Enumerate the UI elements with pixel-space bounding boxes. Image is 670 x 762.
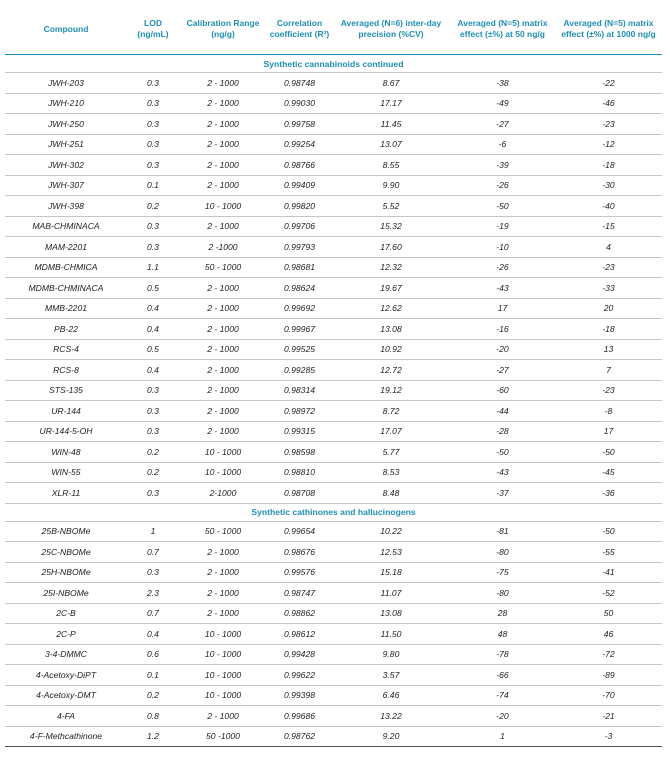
calibration-range-cell: 10 - 1000 [179,644,267,665]
precision-cell: 5.77 [332,442,450,463]
precision-cell: 11.07 [332,583,450,604]
calibration-range-cell: 2 - 1000 [179,278,267,299]
table-row [5,401,662,422]
precision-cell: 12.62 [332,298,450,319]
lod-cell: 0.2 [127,462,179,483]
table-row [5,114,662,135]
correlation-cell: 0.98972 [267,401,332,422]
calibration-range-cell: 2 - 1000 [179,175,267,196]
section-title: Synthetic cannabinoids continued [5,55,662,73]
matrix-effect-1000-cell: 20 [555,298,662,319]
precision-cell: 8.48 [332,483,450,504]
lod-cell: 0.4 [127,319,179,340]
matrix-effect-1000-cell: 17 [555,421,662,442]
calibration-range-cell: 2 - 1000 [179,216,267,237]
matrix-effect-1000-cell: 50 [555,603,662,624]
precision-cell: 13.07 [332,134,450,155]
correlation-cell: 0.99793 [267,237,332,258]
calibration-range-cell: 2 - 1000 [179,360,267,381]
correlation-cell: 0.98862 [267,603,332,624]
results-table [5,7,662,747]
table-row [5,562,662,583]
precision-cell: 10.92 [332,339,450,360]
matrix-effect-50-cell: -81 [450,521,555,542]
precision-cell: 17.60 [332,237,450,258]
matrix-effect-50-cell: -80 [450,583,555,604]
matrix-effect-1000-cell: 46 [555,624,662,645]
correlation-cell: 0.99820 [267,196,332,217]
matrix-effect-50-cell: -44 [450,401,555,422]
calibration-range-cell: 2 - 1000 [179,401,267,422]
matrix-effect-1000-cell: 13 [555,339,662,360]
compound-cell: MMB-2201 [5,298,127,319]
correlation-cell: 0.98681 [267,257,332,278]
matrix-effect-1000-cell: -18 [555,319,662,340]
table-row [5,726,662,747]
matrix-effect-50-cell: -20 [450,706,555,727]
calibration-range-cell: 2 - 1000 [179,114,267,135]
matrix-effect-1000-cell: -30 [555,175,662,196]
calibration-range-cell: 2 - 1000 [179,319,267,340]
compound-cell: JWH-210 [5,93,127,114]
lod-cell: 0.3 [127,216,179,237]
correlation-cell: 0.99686 [267,706,332,727]
table-row [5,155,662,176]
calibration-range-cell: 2 - 1000 [179,73,267,94]
compound-cell: JWH-251 [5,134,127,155]
matrix-effect-50-cell: -43 [450,462,555,483]
correlation-cell: 0.99967 [267,319,332,340]
compound-cell: JWH-307 [5,175,127,196]
lod-cell: 0.3 [127,401,179,422]
calibration-range-cell: 2 -1000 [179,237,267,258]
precision-cell: 9.20 [332,726,450,747]
correlation-cell: 0.98766 [267,155,332,176]
calibration-range-cell: 10 - 1000 [179,665,267,686]
lod-cell: 0.6 [127,644,179,665]
table-row [5,73,662,94]
compound-cell: STS-135 [5,380,127,401]
matrix-effect-1000-cell: -33 [555,278,662,299]
table-row [5,603,662,624]
lod-cell: 2.3 [127,583,179,604]
correlation-cell: 0.98624 [267,278,332,299]
compound-cell: PB-22 [5,319,127,340]
calibration-range-cell: 2 - 1000 [179,542,267,563]
correlation-cell: 0.98810 [267,462,332,483]
table-row [5,521,662,542]
calibration-range-cell: 2 - 1000 [179,298,267,319]
matrix-effect-1000-cell: -72 [555,644,662,665]
table-row [5,216,662,237]
compound-cell: WIN-55 [5,462,127,483]
correlation-cell: 0.99576 [267,562,332,583]
precision-cell: 12.72 [332,360,450,381]
matrix-effect-50-cell: -74 [450,685,555,706]
matrix-effect-1000-cell: -36 [555,483,662,504]
compound-cell: 25H-NBOMe [5,562,127,583]
compound-cell: JWH-398 [5,196,127,217]
matrix-effect-50-cell: -28 [450,421,555,442]
compound-cell: XLR-11 [5,483,127,504]
calibration-range-cell: 2 - 1000 [179,380,267,401]
section-row [5,55,662,73]
compound-cell: UR-144-5-OH [5,421,127,442]
lod-cell: 0.3 [127,73,179,94]
correlation-cell: 0.99428 [267,644,332,665]
calibration-range-cell: 2 - 1000 [179,583,267,604]
lod-cell: 1 [127,521,179,542]
correlation-cell: 0.98747 [267,583,332,604]
matrix-effect-50-cell: -37 [450,483,555,504]
precision-cell: 9.90 [332,175,450,196]
lod-cell: 0.4 [127,624,179,645]
matrix-effect-50-cell: 28 [450,603,555,624]
calibration-range-cell: 2 - 1000 [179,421,267,442]
table-header [5,7,662,55]
matrix-effect-1000-cell: 7 [555,360,662,381]
precision-cell: 8.53 [332,462,450,483]
table-row [5,339,662,360]
header-row [5,7,662,55]
table-row [5,93,662,114]
matrix-effect-1000-cell: -22 [555,73,662,94]
precision-cell: 17.17 [332,93,450,114]
matrix-effect-50-cell: -20 [450,339,555,360]
matrix-effect-1000-cell: -50 [555,521,662,542]
correlation-cell: 0.98314 [267,380,332,401]
section-row [5,503,662,521]
compound-cell: 2C-P [5,624,127,645]
calibration-range-cell: 10 - 1000 [179,442,267,463]
precision-cell: 12.32 [332,257,450,278]
compound-cell: MDMB-CHMINACA [5,278,127,299]
matrix-effect-50-cell: -43 [450,278,555,299]
matrix-effect-1000-cell: 4 [555,237,662,258]
correlation-cell: 0.98612 [267,624,332,645]
matrix-effect-1000-cell: -70 [555,685,662,706]
matrix-effect-1000-cell: -55 [555,542,662,563]
matrix-effect-1000-cell: -46 [555,93,662,114]
table-row [5,196,662,217]
correlation-cell: 0.99622 [267,665,332,686]
header-matrix-effect-50: Averaged (N=5) matrix effect (±%) at 50 ng/g [457,18,548,39]
matrix-effect-50-cell: -10 [450,237,555,258]
matrix-effect-50-cell: -60 [450,380,555,401]
precision-cell: 9.80 [332,644,450,665]
lod-cell: 0.2 [127,685,179,706]
lod-cell: 0.3 [127,134,179,155]
precision-cell: 6.46 [332,685,450,706]
compound-cell: JWH-302 [5,155,127,176]
header-lod: LOD (ng/mL) [137,18,169,39]
correlation-cell: 0.99409 [267,175,332,196]
compound-cell: 25I-NBOMe [5,583,127,604]
matrix-effect-1000-cell: -23 [555,114,662,135]
calibration-range-cell: 2 - 1000 [179,339,267,360]
precision-cell: 8.72 [332,401,450,422]
matrix-effect-50-cell: -27 [450,114,555,135]
compound-cell: MAM-2201 [5,237,127,258]
correlation-cell: 0.99254 [267,134,332,155]
correlation-cell: 0.99030 [267,93,332,114]
table-body [5,55,662,747]
precision-cell: 8.55 [332,155,450,176]
precision-cell: 13.22 [332,706,450,727]
lod-cell: 0.4 [127,360,179,381]
table-row [5,298,662,319]
matrix-effect-50-cell: -6 [450,134,555,155]
compound-cell: WIN-48 [5,442,127,463]
table-row [5,360,662,381]
precision-cell: 12.53 [332,542,450,563]
compound-cell: JWH-203 [5,73,127,94]
matrix-effect-1000-cell: -40 [555,196,662,217]
table-row [5,685,662,706]
compound-cell: RCS-4 [5,339,127,360]
matrix-effect-50-cell: -27 [450,360,555,381]
matrix-effect-1000-cell: -23 [555,257,662,278]
lod-cell: 0.4 [127,298,179,319]
header-inter-day-precision: Averaged (N=6) inter-day precision (%CV) [340,18,442,39]
compound-cell: 25C-NBOMe [5,542,127,563]
header-correlation-coefficient: Correlation coefficient (R²) [269,18,330,39]
precision-cell: 19.67 [332,278,450,299]
table-row [5,665,662,686]
table-row [5,421,662,442]
correlation-cell: 0.99398 [267,685,332,706]
section-title: Synthetic cathinones and hallucinogens [5,503,662,521]
table-row [5,257,662,278]
calibration-range-cell: 2 - 1000 [179,134,267,155]
header-matrix-effect-1000: Averaged (N=5) matrix effect (±%) at 1000 ng/g [561,18,656,39]
matrix-effect-50-cell: -49 [450,93,555,114]
correlation-cell: 0.98598 [267,442,332,463]
matrix-effect-50-cell: -38 [450,73,555,94]
compound-cell: JWH-250 [5,114,127,135]
calibration-range-cell: 2 - 1000 [179,603,267,624]
correlation-cell: 0.99525 [267,339,332,360]
matrix-effect-50-cell: -26 [450,175,555,196]
matrix-effect-50-cell: -39 [450,155,555,176]
lod-cell: 0.3 [127,155,179,176]
matrix-effect-50-cell: 1 [450,726,555,747]
precision-cell: 17.07 [332,421,450,442]
compound-cell: 2C-B [5,603,127,624]
matrix-effect-50-cell: -50 [450,442,555,463]
calibration-range-cell: 10 - 1000 [179,196,267,217]
calibration-range-cell: 2 - 1000 [179,706,267,727]
correlation-cell: 0.98748 [267,73,332,94]
matrix-effect-1000-cell: -50 [555,442,662,463]
correlation-cell: 0.98708 [267,483,332,504]
correlation-cell: 0.99692 [267,298,332,319]
matrix-effect-50-cell: -80 [450,542,555,563]
table-row [5,237,662,258]
matrix-effect-1000-cell: -3 [555,726,662,747]
table-row [5,319,662,340]
precision-cell: 5.52 [332,196,450,217]
calibration-range-cell: 50 -1000 [179,726,267,747]
compound-cell: RCS-8 [5,360,127,381]
table-row [5,442,662,463]
table-row [5,624,662,645]
matrix-effect-50-cell: -19 [450,216,555,237]
table-row [5,706,662,727]
matrix-effect-50-cell: 17 [450,298,555,319]
table-row [5,278,662,299]
correlation-cell: 0.99758 [267,114,332,135]
compound-cell: 4-FA [5,706,127,727]
matrix-effect-50-cell: -16 [450,319,555,340]
calibration-range-cell: 2-1000 [179,483,267,504]
calibration-range-cell: 2 - 1000 [179,155,267,176]
compound-cell: 25B-NBOMe [5,521,127,542]
matrix-effect-1000-cell: -45 [555,462,662,483]
lod-cell: 0.3 [127,380,179,401]
table-row [5,380,662,401]
matrix-effect-50-cell: -78 [450,644,555,665]
calibration-range-cell: 50 - 1000 [179,521,267,542]
lod-cell: 0.7 [127,542,179,563]
matrix-effect-1000-cell: -8 [555,401,662,422]
lod-cell: 1.1 [127,257,179,278]
compound-cell: UR-144 [5,401,127,422]
lod-cell: 0.3 [127,237,179,258]
header-calibration-range: Calibration Range (ng/g) [186,18,260,39]
calibration-range-cell: 10 - 1000 [179,462,267,483]
calibration-range-cell: 2 - 1000 [179,93,267,114]
table-row [5,483,662,504]
correlation-cell: 0.99285 [267,360,332,381]
compound-cell: 4-Acetoxy-DMT [5,685,127,706]
lod-cell: 0.3 [127,562,179,583]
precision-cell: 11.45 [332,114,450,135]
matrix-effect-1000-cell: -89 [555,665,662,686]
lod-cell: 0.1 [127,175,179,196]
lod-cell: 0.3 [127,421,179,442]
table-row [5,462,662,483]
calibration-range-cell: 50 - 1000 [179,257,267,278]
calibration-range-cell: 10 - 1000 [179,624,267,645]
matrix-effect-50-cell: -50 [450,196,555,217]
matrix-effect-1000-cell: -15 [555,216,662,237]
lod-cell: 0.1 [127,665,179,686]
precision-cell: 13.08 [332,319,450,340]
correlation-cell: 0.99315 [267,421,332,442]
lod-cell: 0.7 [127,603,179,624]
precision-cell: 8.67 [332,73,450,94]
matrix-effect-1000-cell: -12 [555,134,662,155]
compound-cell: MDMB-CHMICA [5,257,127,278]
header-compound: Compound [43,23,89,34]
table-row [5,583,662,604]
lod-cell: 1.2 [127,726,179,747]
lod-cell: 0.8 [127,706,179,727]
lod-cell: 0.5 [127,278,179,299]
correlation-cell: 0.99654 [267,521,332,542]
table-row [5,175,662,196]
matrix-effect-1000-cell: -23 [555,380,662,401]
compound-cell: MAB-CHMINACA [5,216,127,237]
matrix-effect-1000-cell: -21 [555,706,662,727]
matrix-effect-1000-cell: -52 [555,583,662,604]
precision-cell: 15.32 [332,216,450,237]
lod-cell: 0.2 [127,196,179,217]
lod-cell: 0.2 [127,442,179,463]
correlation-cell: 0.99706 [267,216,332,237]
table-row [5,644,662,665]
precision-cell: 11.50 [332,624,450,645]
precision-cell: 15.18 [332,562,450,583]
lod-cell: 0.5 [127,339,179,360]
lod-cell: 0.3 [127,483,179,504]
calibration-range-cell: 2 - 1000 [179,562,267,583]
calibration-range-cell: 10 - 1000 [179,685,267,706]
compound-cell: 4-F-Methcathinone [5,726,127,747]
table-row [5,542,662,563]
precision-cell: 10.22 [332,521,450,542]
matrix-effect-1000-cell: -18 [555,155,662,176]
compound-cell: 4-Acetoxy-DiPT [5,665,127,686]
precision-cell: 3.57 [332,665,450,686]
correlation-cell: 0.98676 [267,542,332,563]
matrix-effect-50-cell: -75 [450,562,555,583]
matrix-effect-1000-cell: -41 [555,562,662,583]
matrix-effect-50-cell: -26 [450,257,555,278]
lod-cell: 0.3 [127,93,179,114]
lod-cell: 0.3 [127,114,179,135]
matrix-effect-50-cell: 48 [450,624,555,645]
matrix-effect-50-cell: -66 [450,665,555,686]
precision-cell: 19.12 [332,380,450,401]
table-row [5,134,662,155]
precision-cell: 13.08 [332,603,450,624]
compound-cell: 3-4-DMMC [5,644,127,665]
correlation-cell: 0.98762 [267,726,332,747]
